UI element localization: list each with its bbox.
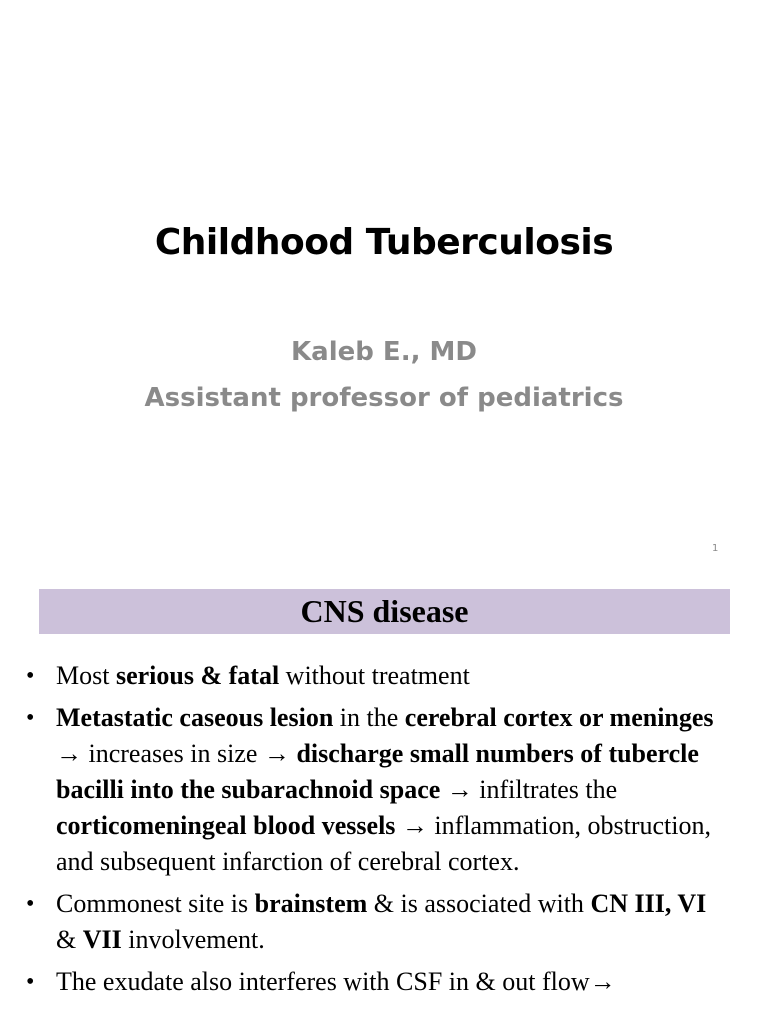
text-run: Commonest site is: [56, 889, 255, 918]
bullet-dot: •: [26, 891, 35, 917]
page-number: 1: [712, 543, 719, 554]
bullet-item: [0, 700, 768, 880]
bold-text: brainstem: [254, 889, 368, 918]
bold-text: VII: [82, 925, 122, 954]
bullet-list: [0, 658, 768, 1006]
text-run: The exudate also interferes with CSF in & out flow→: [56, 967, 616, 996]
text-run: Most: [56, 661, 116, 690]
bullet-item: [0, 964, 768, 1000]
bold-text: corticomeningeal blood vessels: [56, 811, 396, 840]
heading-bar: [39, 589, 730, 634]
author-position: Assistant professor of pediatrics: [144, 383, 624, 413]
bold-text: serious & fatal: [115, 661, 280, 690]
bold-text: cerebral cortex or meninges: [404, 703, 714, 732]
bullet-item: [0, 886, 768, 958]
bold-text: CN III, VI: [590, 889, 707, 918]
bullet-dot: •: [26, 969, 35, 995]
bullet-dot: •: [26, 705, 35, 731]
author-name: Kaleb E., MD: [291, 337, 477, 367]
text-run: → inflammation, obstruction, and subsequent infarction of cerebral cortex.: [56, 811, 711, 876]
text-run: without treatment: [279, 661, 470, 690]
text-run: involvement.: [121, 925, 265, 954]
text-run: → infiltrates the: [440, 775, 618, 804]
slide-title: Childhood Tuberculosis: [154, 222, 614, 263]
bullet-item: [0, 658, 768, 694]
text-run: in the: [333, 703, 405, 732]
slide-heading: CNS disease: [300, 593, 469, 629]
bold-text: Metastatic caseous lesion: [56, 703, 334, 732]
text-run: &: [56, 925, 83, 954]
bullet-dot: •: [26, 663, 35, 689]
bold-text: discharge small numbers of tubercle bacilli into the subarachnoid space: [56, 739, 699, 804]
text-run: & is associated with: [367, 889, 591, 918]
text-run: → increases in size →: [56, 739, 297, 768]
content-slide: [0, 576, 768, 1024]
